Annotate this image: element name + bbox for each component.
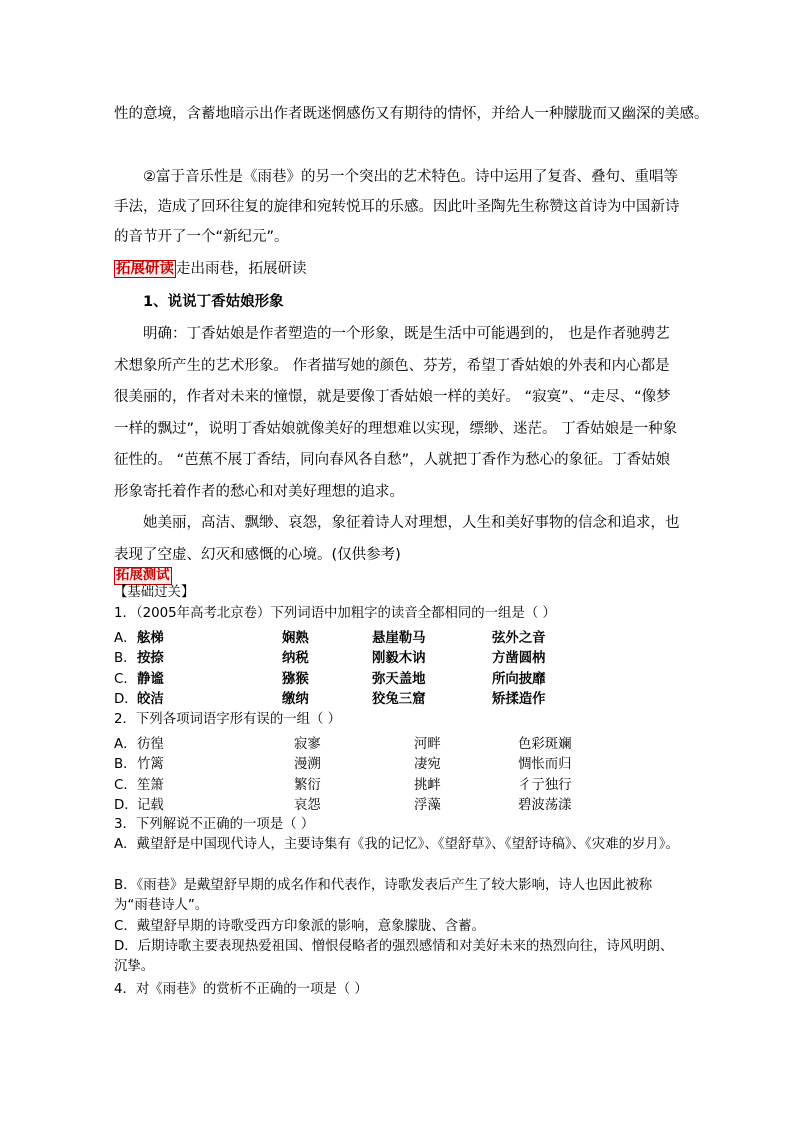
q2-option-b-col-4: 惆怅而归	[518, 757, 572, 773]
q1-option-d-col-4: 矫揉造作	[492, 692, 546, 708]
q2-option-a-col-3: 河畔	[414, 737, 441, 752]
q1-option-d-col-1: 皎洁	[137, 692, 164, 708]
extend-subheading: 1、说说丁香姑娘形象	[143, 294, 284, 310]
q3-option-b: B．《雨巷》是戴望舒早期的成名作和代表作，诗歌发表后产生了较大影响，诗人也因此被称为“雨巷诗人”。	[114, 878, 653, 914]
q1-option-a-col-3: 悬崖勒马	[372, 631, 426, 646]
q1-option-b-col-1: 按捺	[137, 651, 164, 667]
q1-option-a-col-4: 弦外之音	[492, 631, 546, 646]
q2-option-c-col-3: 挑衅	[414, 777, 441, 793]
q2-option-a-col-2: 寂寥	[294, 737, 321, 752]
q1-option-a-col-2: 娴熟	[282, 631, 309, 646]
q1-option-d-col-0: D．	[114, 692, 138, 708]
q2-option-c-col-0: C．	[114, 777, 137, 793]
intro-paragraph: ②富于音乐性是《雨巷》的另一个突出的艺术特色。诗中运用了复沓、叠句、重唱等手法，造成了回环往复的旋律和宛转悦耳的乐感。因此叶圣陶先生称赞这首诗为中国新诗的音节开了一个“新纪元”。	[114, 169, 680, 245]
q1-option-c-col-3: 弥天盖地	[372, 671, 426, 687]
q2-option-d-col-0: D．	[114, 798, 138, 814]
section-heading: 【基础过关】	[114, 585, 195, 600]
extend-summary: 她美丽，高洁、飘缈、哀怨，象征着诗人对理想，人生和美好事物的信念和追求，也表现了空虚、幻灭和感慨的心境。(仅供参考)	[114, 515, 680, 563]
q1-option-a-col-1: 舷梯	[137, 631, 164, 646]
q3-stem: 3．下列解说不正确的一项是（ ）	[114, 817, 315, 832]
extend-answer	[114, 319, 680, 508]
q2-option-c-col-4: 彳亍独行	[518, 777, 572, 793]
q2-option-c-col-2: 繁衍	[294, 777, 321, 793]
q2-option-a-col-0: A．	[114, 737, 137, 752]
answer-text: 丁香姑娘是作者塑造的一个形象，既是生活中可能遇到的， 也是作者驰骋艺术想象所产生的艺术形象。 作者描写她的颜色、芬芳，希望丁香姑娘的外表和内心都是很美丽的，作者对未来的憧憬，就是要像丁香姑娘一样的美好。 “寂寞”、“走尽、“像梦一样的飘过”，说明丁香姑娘就像美好的理想难以实现，缥缈、迷茫。 丁香姑娘是一种象征性的。 “芭蕉不展丁香结，同向春风各自愁”，人就把丁香作为愁心的象征。丁香姑娘形象寄托着作者的愁心和对美好理想的追求。	[114, 326, 678, 500]
q2-stem: 2．下列各项词语字形有误的一组（ ）	[114, 712, 342, 727]
q3-option-d: D．后期诗歌主要表现热爱祖国、憎恨侵略者的强烈感情和对美好未来的热烈向往，诗风明朗、沉挚。	[114, 939, 674, 975]
extend-tag: 拓展研读	[116, 261, 174, 277]
q1-option-d-col-2: 缴纳	[282, 692, 309, 708]
q2-option-d-col-2: 哀怨	[294, 798, 321, 814]
intro-line: 性的意境，含蓄地暗示出作者既迷惘感伤又有期待的情怀，并给人一种朦胧而又幽深的美感。	[114, 106, 709, 122]
q2-option-d-col-1: 记载	[137, 798, 164, 814]
q2-option-c-col-1: 笙箫	[137, 777, 164, 793]
q2-option-a-col-1: 彷徨	[137, 737, 164, 752]
q1-stem: 1．（2005年高考北京卷）下列词语中加粗字的读音全都相同的一组是（ ）	[114, 606, 556, 621]
extend-heading	[114, 255, 680, 283]
q2-option-d-col-4: 碧波荡漾	[518, 798, 572, 814]
q2-option-b-col-0: B．	[114, 757, 137, 773]
q2-option-b-col-2: 漫溯	[294, 757, 321, 773]
extend-heading-text: 走出雨巷，拓展研读	[176, 261, 307, 277]
q4-stem: 4．对《雨巷》的赏析不正确的一项是（ ）	[114, 982, 368, 997]
q1-option-b-col-0: B．	[114, 651, 137, 667]
q1-option-d-col-3: 狡兔三窟	[372, 692, 426, 708]
q1-option-b-col-3: 刚毅木讷	[372, 651, 426, 667]
q1-option-c-col-4: 所向披靡	[492, 671, 546, 687]
q1-option-b-col-4: 方凿圆枘	[492, 651, 546, 667]
q1-option-a-col-0: A．	[114, 631, 137, 646]
q2-option-d-col-3: 浮藻	[414, 798, 441, 814]
answer-label: 明确：	[143, 326, 187, 342]
test-tag: 拓展测试	[116, 568, 170, 583]
q1-option-b-col-2: 纳税	[282, 651, 309, 667]
q2-option-b-col-1: 竹篱	[137, 757, 164, 773]
q3-option-c: C．戴望舒早期的诗歌受西方印象派的影响，意象朦胧、含蓄。	[114, 919, 485, 934]
q3-option-a: A．戴望舒是中国现代诗人，主要诗集有《我的记忆》、《望舒草》、《望舒诗稿》、《灾难的岁月》。	[114, 837, 679, 852]
q1-option-c-col-2: 猕猴	[282, 671, 309, 687]
q1-option-c-col-0: C．	[114, 671, 137, 687]
q1-option-c-col-1: 静谧	[137, 671, 164, 687]
q2-option-a-col-4: 色彩斑斓	[518, 737, 572, 752]
q2-option-b-col-3: 凄宛	[414, 757, 441, 773]
